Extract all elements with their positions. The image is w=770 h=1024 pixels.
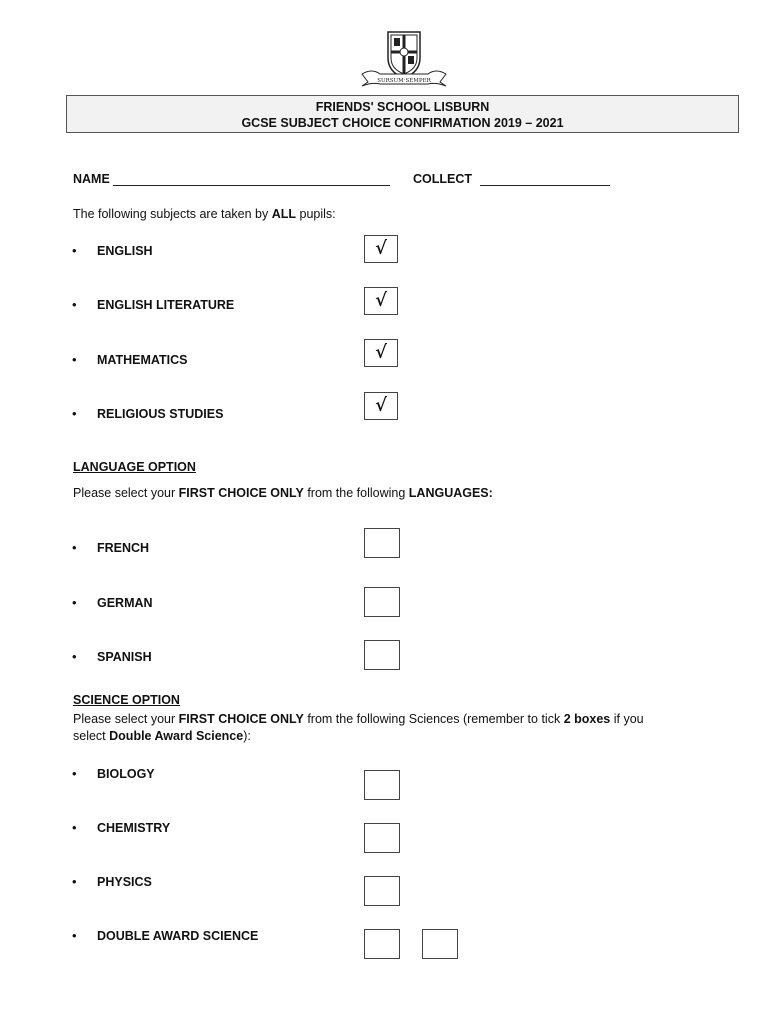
- subject-label-english-literature: ENGLISH LITERATURE: [97, 298, 235, 312]
- science-instr-bold1: FIRST CHOICE ONLY: [178, 712, 304, 726]
- checkbox-german[interactable]: [364, 587, 400, 617]
- name-field-row: [73, 172, 390, 186]
- name-label: NAME: [73, 172, 110, 186]
- checkbox-mathematics[interactable]: √: [364, 339, 398, 367]
- language-instr-pre: Please select your: [73, 486, 179, 500]
- science-instr2-bold: Double Award Science: [109, 729, 244, 743]
- collect-field-row: [413, 172, 610, 186]
- language-instr-bold2: LANGUAGES:: [408, 486, 493, 500]
- language-option-heading: LANGUAGE OPTION: [73, 460, 196, 474]
- bullet-icon: •: [72, 766, 77, 781]
- compulsory-intro: [73, 207, 336, 221]
- science-instr2-pre: select: [73, 729, 110, 743]
- bullet-icon: •: [72, 649, 77, 664]
- checkbox-double-award-2[interactable]: [422, 929, 458, 959]
- subject-label-german: GERMAN: [97, 596, 153, 610]
- subject-label-mathematics: MATHEMATICS: [97, 353, 188, 367]
- science-instr-mid: from the following Sciences (remember to tick: [303, 712, 564, 726]
- subject-label-double-award-science: DOUBLE AWARD SCIENCE: [97, 929, 259, 943]
- school-name: FRIENDS' SCHOOL LISBURN: [315, 100, 490, 114]
- subject-label-physics: PHYSICS: [97, 875, 152, 889]
- science-instr-pre: Please select your: [73, 712, 179, 726]
- bullet-icon: •: [72, 595, 77, 610]
- intro-text-pre: The following subjects are taken by: [73, 207, 272, 221]
- subject-label-spanish: SPANISH: [97, 650, 152, 664]
- science-instr-bold2: 2 boxes: [563, 712, 611, 726]
- language-instr-mid: from the following: [303, 486, 409, 500]
- science-instructions-line2: [73, 729, 251, 743]
- collect-field-line[interactable]: [480, 175, 610, 186]
- science-instr-post: if you: [610, 712, 644, 726]
- subject-label-french: FRENCH: [97, 541, 150, 555]
- collect-label: COLLECT: [413, 172, 473, 186]
- form-title: GCSE SUBJECT CHOICE CONFIRMATION 2019 – 2021: [241, 116, 564, 130]
- form-title-box: [66, 95, 739, 133]
- checkbox-religious-studies[interactable]: √: [364, 392, 398, 420]
- bullet-icon: •: [72, 820, 77, 835]
- bullet-icon: •: [72, 928, 77, 943]
- checkbox-french[interactable]: [364, 528, 400, 558]
- crest-motto: SURSUM·SEMPER: [377, 78, 431, 84]
- checkbox-english[interactable]: √: [364, 235, 398, 263]
- bullet-icon: •: [72, 243, 77, 258]
- language-instructions: [73, 486, 493, 500]
- subject-label-chemistry: CHEMISTRY: [97, 821, 171, 835]
- bullet-icon: •: [72, 406, 77, 421]
- checkbox-double-award-1[interactable]: [364, 929, 400, 959]
- science-instr2-post: ):: [243, 729, 251, 743]
- checkbox-spanish[interactable]: [364, 640, 400, 670]
- checkbox-physics[interactable]: [364, 876, 400, 906]
- school-crest-logo: [358, 28, 450, 90]
- bullet-icon: •: [72, 352, 77, 367]
- subject-label-biology: BIOLOGY: [97, 767, 155, 781]
- checkbox-english-literature[interactable]: √: [364, 287, 398, 315]
- subject-label-religious-studies: RELIGIOUS STUDIES: [97, 407, 224, 421]
- bullet-icon: •: [72, 874, 77, 889]
- intro-text-bold: ALL: [271, 207, 297, 221]
- science-instructions-line1: [73, 712, 644, 726]
- bullet-icon: •: [72, 540, 77, 555]
- subject-label-english: ENGLISH: [97, 244, 153, 258]
- checkbox-biology[interactable]: [364, 770, 400, 800]
- science-option-heading: SCIENCE OPTION: [73, 693, 180, 707]
- checkbox-chemistry[interactable]: [364, 823, 400, 853]
- language-instr-bold1: FIRST CHOICE ONLY: [178, 486, 304, 500]
- intro-text-post: pupils:: [296, 207, 336, 221]
- bullet-icon: •: [72, 297, 77, 312]
- name-field-line[interactable]: [113, 175, 390, 186]
